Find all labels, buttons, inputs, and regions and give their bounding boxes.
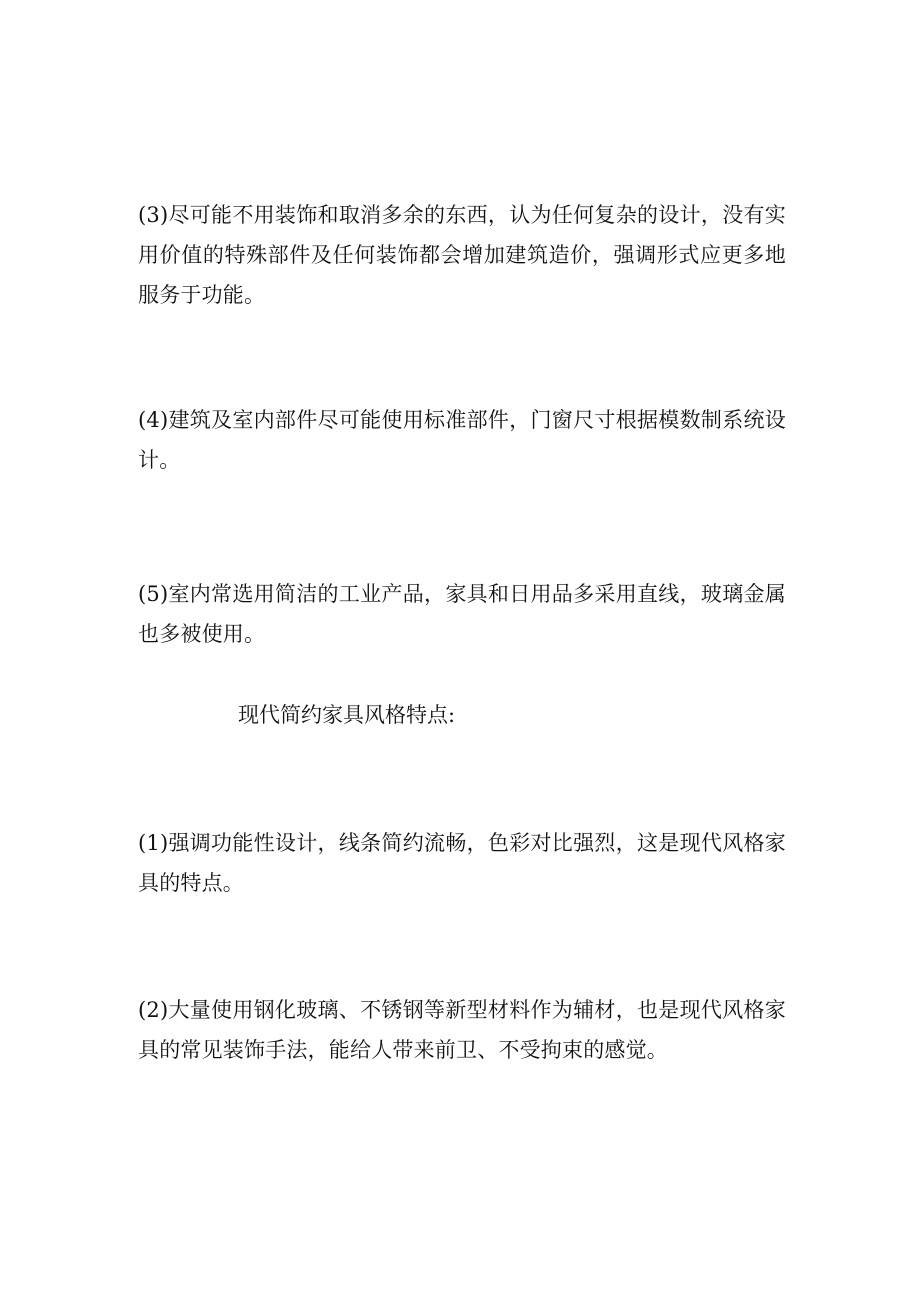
paragraph-item-3: (3)尽可能不用装饰和取消多余的东西，认为任何复杂的设计，没有实用价值的特殊部件及任何装饰都会增加建筑造价，强调形式应更多地服务于功能。: [138, 203, 786, 307]
paragraph-item-5: (5)室内常选用简洁的工业产品，家具和日用品多采用直线，玻璃金属也多被使用。: [138, 582, 786, 646]
paragraph-item-4: (4)建筑及室内部件尽可能使用标准部件，门窗尺寸根据模数制系统设计。: [138, 408, 786, 472]
section-heading: 现代简约家具风格特点:: [238, 703, 456, 727]
paragraph-feature-2: (2)大量使用钢化玻璃、不锈钢等新型材料作为辅材，也是现代风格家具的常见装饰手法，能给人带来前卫、不受拘束的感觉。: [138, 998, 786, 1062]
paragraph-feature-1: (1)强调功能性设计，线条简约流畅，色彩对比强烈，这是现代风格家具的特点。: [138, 831, 786, 895]
